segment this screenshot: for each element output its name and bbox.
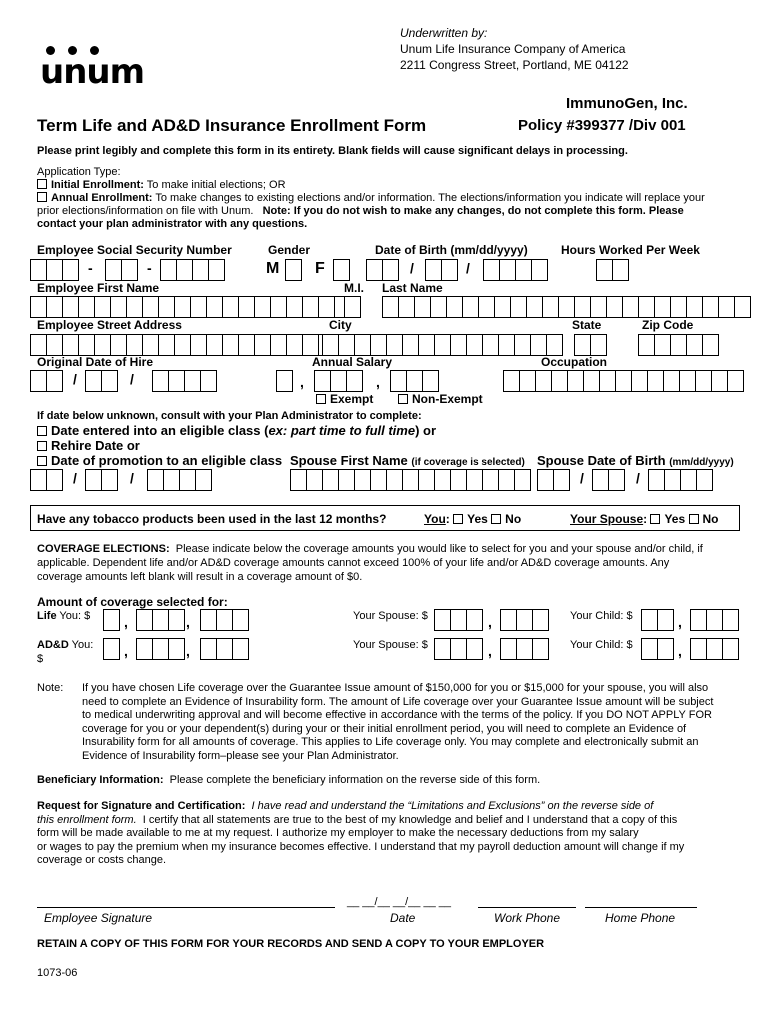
tobacco-you-no-checkbox[interactable] — [491, 514, 501, 524]
spouse-first-name-label: Spouse First Name (if coverage is selected) — [290, 453, 525, 468]
note-line: Insurability form for all amounts of coverage. This applies to Life coverage only. You may complete and electronically submit an — [82, 736, 699, 748]
life-you-hundred-thousands-box[interactable] — [103, 609, 119, 631]
unum-logo: unum — [40, 52, 145, 92]
ssn-dash-1: - — [88, 260, 93, 276]
tobacco-question: Have any tobacco products been used in the last 12 months? — [37, 512, 387, 526]
spouse-dob-slash-1: / — [580, 470, 584, 486]
non-exempt-option[interactable]: Non-Exempt — [398, 392, 483, 406]
life-you-units-boxes[interactable] — [200, 609, 248, 631]
city-boxes[interactable] — [322, 334, 562, 356]
spouse-dob-slash-2: / — [636, 470, 640, 486]
spouse-dob-day-boxes[interactable] — [592, 469, 624, 491]
city-label: City — [329, 318, 352, 332]
life-child-thousands-boxes[interactable] — [641, 609, 673, 631]
first-name-boxes[interactable] — [30, 296, 350, 318]
life-spouse-label: Your Spouse: $ — [353, 610, 428, 622]
exempt-option[interactable]: Exempt — [316, 392, 373, 406]
dob-slash-2: / — [466, 260, 470, 276]
hours-label: Hours Worked Per Week — [561, 243, 700, 257]
last-name-label: Last Name — [382, 281, 443, 295]
spouse-dob-month-boxes[interactable] — [537, 469, 569, 491]
form-number: 1073-06 — [37, 967, 78, 979]
add-child-units-boxes[interactable] — [690, 638, 738, 660]
state-boxes[interactable] — [574, 334, 606, 356]
insurer-address: 2211 Congress Street, Portland, ME 04122 — [400, 58, 629, 72]
spouse-dob-label: Spouse Date of Birth (mm/dd/yyyy) — [537, 453, 734, 468]
eligibility-year-boxes[interactable] — [147, 469, 211, 491]
policy-number: Policy #399377 /Div 001 — [518, 117, 686, 134]
employee-signature-label: Employee Signature — [44, 911, 153, 925]
eligibility-month-boxes[interactable] — [30, 469, 62, 491]
add-you-thousands-boxes[interactable] — [136, 638, 184, 660]
application-type-line3: contact your plan administrator with any questions. — [37, 218, 308, 230]
amount-heading: Amount of coverage selected for: — [37, 595, 228, 609]
instructions: Please print legibly and complete this form in its entirety. Blank fields will cause significant delays in processing. — [37, 145, 628, 157]
ssn-serial-boxes[interactable] — [160, 259, 224, 281]
ssn-group-boxes[interactable] — [105, 259, 137, 281]
eligibility-intro: If date below unknown, consult with your Plan Administrator to complete: — [37, 410, 422, 422]
spouse-dob-year-boxes[interactable] — [648, 469, 712, 491]
gender-f-box[interactable] — [333, 259, 349, 281]
zip-boxes[interactable] — [638, 334, 718, 356]
street-boxes[interactable] — [30, 334, 334, 356]
add-child-label: Your Child: $ — [570, 639, 633, 651]
retain-copy-notice: RETAIN A COPY OF THIS FORM FOR YOUR RECORDS AND SEND A COPY TO YOUR EMPLOYER — [37, 938, 545, 950]
dob-year-boxes[interactable] — [483, 259, 547, 281]
salary-units-boxes[interactable] — [390, 370, 438, 392]
add-spouse-thousands-boxes[interactable] — [434, 638, 482, 660]
zip-label: Zip Code — [642, 318, 694, 332]
hire-date-label: Original Date of Hire — [37, 355, 154, 369]
life-you-label: Life You: $ — [37, 610, 91, 622]
add-you-label: AD&D You: — [37, 639, 94, 651]
eligibility-day-boxes[interactable] — [85, 469, 117, 491]
add-you-dollar: $ — [37, 653, 44, 665]
annual-enrollment-option[interactable]: Annual Enrollment: To make changes to existing elections and/or information. The elections/information you indicate will replace your — [37, 192, 705, 204]
life-you-comma-1: , — [124, 614, 128, 630]
certification-text: Request for Signature and Certification: I have read and understand the “Limitations and Exclusions” on the reverse side of this enrollment form. I certify that all statements are true to the best of my knowledge and belief and I understand that a copy of this form will be made available to me at my request. I authorize my employer to make the necessary deductions from my salary or wages to pay the premium when my insurance becomes effective. I understand that my payroll deduction amount will change if my coverage or costs change. — [37, 800, 685, 866]
note-text — [82, 682, 713, 763]
salary-comma-1: , — [300, 374, 304, 390]
hire-day-boxes[interactable] — [85, 370, 117, 392]
dob-label: Date of Birth (mm/dd/yyyy) — [375, 243, 528, 257]
hire-year-boxes[interactable] — [152, 370, 216, 392]
non-exempt-checkbox[interactable] — [398, 394, 408, 404]
rehire-option[interactable]: Rehire Date or — [37, 438, 140, 453]
gender-label: Gender — [268, 243, 311, 257]
coverage-intro-line3: coverage amounts left blank will result in a coverage amount of $0. — [37, 571, 363, 583]
promotion-option[interactable]: Date of promotion to an eligible class — [37, 453, 282, 468]
salary-comma-2: , — [376, 374, 380, 390]
work-phone-label: Work Phone — [494, 911, 561, 925]
first-name-label: Employee First Name — [37, 281, 160, 295]
exempt-checkbox[interactable] — [316, 394, 326, 404]
note-line: If you have chosen Life coverage over the Guarantee Issue amount of $150,000 for you or $15,000 for your spouse, you will also — [82, 682, 709, 694]
coverage-intro-line1: COVERAGE ELECTIONS: Please indicate below the coverage amounts you would like to select for you and your spouse and/or child, if — [37, 543, 703, 555]
tobacco-spouse-yes-checkbox[interactable] — [650, 514, 660, 524]
add-spouse-comma: , — [488, 643, 492, 659]
add-you-units-boxes[interactable] — [200, 638, 248, 660]
eligible-class-checkbox[interactable] — [37, 426, 47, 436]
add-you-hundred-thousands-box[interactable] — [103, 638, 119, 660]
street-label: Employee Street Address — [37, 318, 182, 332]
life-spouse-units-boxes[interactable] — [500, 609, 548, 631]
salary-thousands-boxes[interactable] — [314, 370, 362, 392]
ssn-dash-2: - — [147, 260, 152, 276]
tobacco-you-yes-checkbox[interactable] — [453, 514, 463, 524]
life-you-comma-2: , — [186, 614, 190, 630]
ssn-area-boxes[interactable] — [30, 259, 78, 281]
mi-label: M.I. — [344, 281, 364, 295]
gender-m-box[interactable] — [285, 259, 301, 281]
eligibility-slash-1: / — [73, 470, 77, 486]
employer-name: ImmunoGen, Inc. — [566, 95, 688, 112]
life-child-label: Your Child: $ — [570, 610, 633, 622]
underwritten-by-label: Underwritten by: — [400, 26, 488, 40]
gender-m-label: M — [266, 260, 280, 277]
beneficiary-info: Beneficiary Information: Please complete the beneficiary information on the reverse side of this form. — [37, 774, 541, 786]
note-line: coverage for you or your dependent(s) during your or their initial enrollment period, you will need to complete an Evidence of — [82, 722, 687, 735]
spouse-first-name-boxes[interactable] — [290, 469, 530, 491]
note-label: Note: — [37, 682, 64, 694]
add-spouse-units-boxes[interactable] — [500, 638, 548, 660]
dob-slash-1: / — [410, 260, 414, 276]
form-title: Term Life and AD&D Insurance Enrollment Form — [37, 116, 427, 135]
dob-month-boxes[interactable] — [366, 259, 398, 281]
eligible-class-option[interactable]: Date entered into an eligible class (ex: part time to full time) or — [37, 423, 436, 438]
initial-enrollment-checkbox[interactable] — [37, 179, 47, 189]
date-blank[interactable]: __ __/__ __/__ __ __ — [347, 896, 451, 908]
hours-boxes[interactable] — [596, 259, 628, 281]
note-line: need to complete an Evidence of Insurability form. The amount of Life coverage over your Guarantee Issue amount will be subject — [82, 695, 714, 708]
rehire-checkbox[interactable] — [37, 441, 47, 451]
annual-enrollment-checkbox[interactable] — [37, 192, 47, 202]
life-child-units-boxes[interactable] — [690, 609, 738, 631]
occupation-label: Occupation — [541, 355, 608, 369]
work-phone-line[interactable] — [478, 907, 576, 908]
life-spouse-thousands-boxes[interactable] — [434, 609, 482, 631]
salary-label: Annual Salary — [312, 355, 393, 369]
hire-slash-1: / — [73, 371, 77, 387]
add-child-comma: , — [678, 643, 682, 659]
home-phone-line[interactable] — [585, 907, 697, 908]
eligibility-slash-2: / — [130, 470, 134, 486]
note-line: to medical underwriting approval and will become effective in accordance with the terms of the policy. If you DO NOT APPLY FOR — [82, 709, 712, 721]
occupation-boxes[interactable] — [503, 370, 743, 392]
ssn-label: Employee Social Security Number — [37, 243, 232, 257]
coverage-intro-line2: applicable. Dependent life and/or AD&D coverage amounts cannot exceed 100% of your life and/or AD&D coverage amounts. Any — [37, 557, 670, 569]
add-you-comma-1: , — [124, 643, 128, 659]
note-line: Evidence of Insurability form–please see your Plan Administrator. — [82, 749, 399, 762]
salary-hundred-thousands-box[interactable] — [276, 370, 292, 392]
initial-enrollment-option[interactable]: Initial Enrollment: To make initial elections; OR — [37, 179, 286, 191]
state-label: State — [572, 318, 602, 332]
life-you-thousands-boxes[interactable] — [136, 609, 184, 631]
add-child-thousands-boxes[interactable] — [641, 638, 673, 660]
gender-f-label: F — [315, 260, 325, 277]
application-type-line2: prior elections/information on file with Unum. Note: If you do not wish to make any changes, do not complete this form. Please — [37, 205, 684, 217]
tobacco-spouse: Your Spouse: Yes No — [570, 512, 719, 526]
life-child-comma: , — [678, 614, 682, 630]
life-spouse-comma: , — [488, 614, 492, 630]
mi-box[interactable] — [344, 296, 360, 318]
application-type-label: Application Type: — [37, 166, 121, 178]
promotion-checkbox[interactable] — [37, 456, 47, 466]
hire-slash-2: / — [130, 371, 134, 387]
add-spouse-label: Your Spouse: $ — [353, 639, 428, 651]
last-name-boxes[interactable] — [382, 296, 750, 318]
employee-signature-line[interactable] — [37, 907, 335, 908]
tobacco-spouse-no-checkbox[interactable] — [689, 514, 699, 524]
add-you-comma-2: , — [186, 643, 190, 659]
hire-month-boxes[interactable] — [30, 370, 62, 392]
tobacco-you: You: Yes No — [424, 512, 522, 526]
insurer-name: Unum Life Insurance Company of America — [400, 42, 626, 56]
home-phone-label: Home Phone — [605, 911, 676, 925]
date-label: Date — [390, 911, 416, 925]
dob-day-boxes[interactable] — [425, 259, 457, 281]
